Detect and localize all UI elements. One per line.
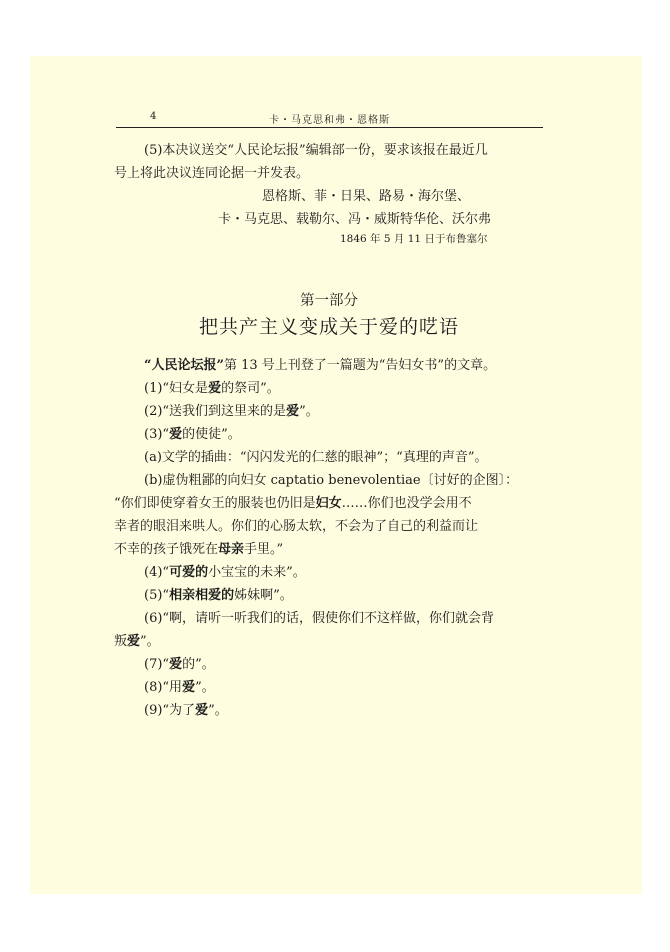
item-b: (b)虚伪粗鄙的向妇女 captatio benevolentiae〔讨好的企图〕：: [144, 473, 519, 488]
signature-line-1: 恩格斯、菲・日果、路易・海尔堡、: [262, 189, 471, 204]
intro-bold: “人民论坛报”: [144, 358, 224, 373]
quote-3-a: 不幸的孩子饿死在: [114, 542, 219, 557]
quote-line-1: [114, 492, 472, 511]
item-8: [144, 676, 215, 695]
item-3: [144, 423, 241, 442]
item-7: [144, 653, 215, 672]
item-8-bold: 爱: [182, 680, 196, 695]
item-5-bold: 相亲相爱的: [169, 588, 235, 603]
signature-line-2: 卡・马克思、载勒尔、冯・威斯特华伦、沃尔弗: [218, 212, 492, 227]
item-9-b: ”。: [208, 703, 228, 718]
part-heading: 第一部分: [300, 293, 358, 309]
resolution-line-1: (5)本决议送交“人民论坛报”编辑部一份，要求该报在最近几: [144, 143, 488, 158]
item-6-line-2-a: 叛: [114, 634, 128, 649]
item-3-b: 的使徒”。: [182, 427, 241, 442]
item-2-b: ”。: [299, 404, 319, 419]
item-6-line-1: (6)“啊，请听一听我们的话，假使你们不这样做，你们就会背: [144, 611, 495, 626]
signature-date: 1846 年 5 月 11 日于布鲁塞尔: [340, 233, 488, 245]
item-1-b: 的祭司”。: [221, 381, 280, 396]
item-5-b: 姊妹啊”。: [234, 588, 293, 603]
page-number: 4: [150, 111, 157, 122]
item-1-bold: 爱: [208, 381, 222, 396]
quote-line-3: [114, 538, 283, 557]
item-2-bold: 爱: [286, 404, 300, 419]
header-title: 卡・马克思和弗・恩格斯: [269, 115, 390, 126]
item-8-a: (8)“用: [144, 680, 183, 695]
intro-rest: 第 13 号上刊登了一篇题为“告妇女书”的文章。: [223, 358, 497, 373]
item-7-bold: 爱: [169, 657, 183, 672]
chapter-title: 把共产主义变成关于爱的呓语: [198, 316, 459, 338]
item-9: [144, 699, 228, 718]
item-8-b: ”。: [195, 680, 215, 695]
item-1: [144, 377, 280, 396]
quote-1-a: “你们即使穿着女王的服装也仍旧是: [114, 496, 316, 511]
item-1-a: (1)“妇女是: [144, 381, 209, 396]
intro-paragraph: [144, 354, 496, 373]
resolution-line-2: 号上将此决议连同论据一并发表。: [114, 166, 310, 181]
item-5-a: (5)“: [144, 588, 170, 603]
running-header: [116, 107, 543, 128]
quote-1-b: ……你们也没学会用不: [341, 496, 472, 511]
item-5: [144, 584, 293, 603]
item-9-bold: 爱: [195, 703, 209, 718]
quote-line-2: 幸者的眼泪来哄人。你们的心肠太软，不会为了自己的利益而让: [114, 519, 479, 534]
quote-1-bold: 妇女: [315, 496, 342, 511]
item-4: [144, 561, 306, 580]
quote-3-b: 手里。”: [244, 542, 284, 557]
item-6-line-2-bold: 爱: [127, 634, 141, 649]
item-7-a: (7)“: [144, 657, 170, 672]
item-4-b: 小宝宝的未来”。: [208, 565, 306, 580]
item-2-a: (2)“送我们到这里来的是: [144, 404, 287, 419]
item-2: [144, 400, 319, 419]
item-7-b: 的”。: [182, 657, 215, 672]
item-a: (a)文学的插曲：“闪闪发光的仁慈的眼神”；“真理的声音”。: [144, 450, 488, 465]
item-6-line-2-b: ”。: [140, 634, 160, 649]
item-9-a: (9)“为了: [144, 703, 196, 718]
item-3-a: (3)“: [144, 427, 170, 442]
item-4-bold: 可爱的: [169, 565, 209, 580]
item-3-bold: 爱: [169, 427, 183, 442]
quote-3-bold: 母亲: [218, 542, 245, 557]
item-6-line-2: [114, 630, 160, 649]
item-4-a: (4)“: [144, 565, 170, 580]
